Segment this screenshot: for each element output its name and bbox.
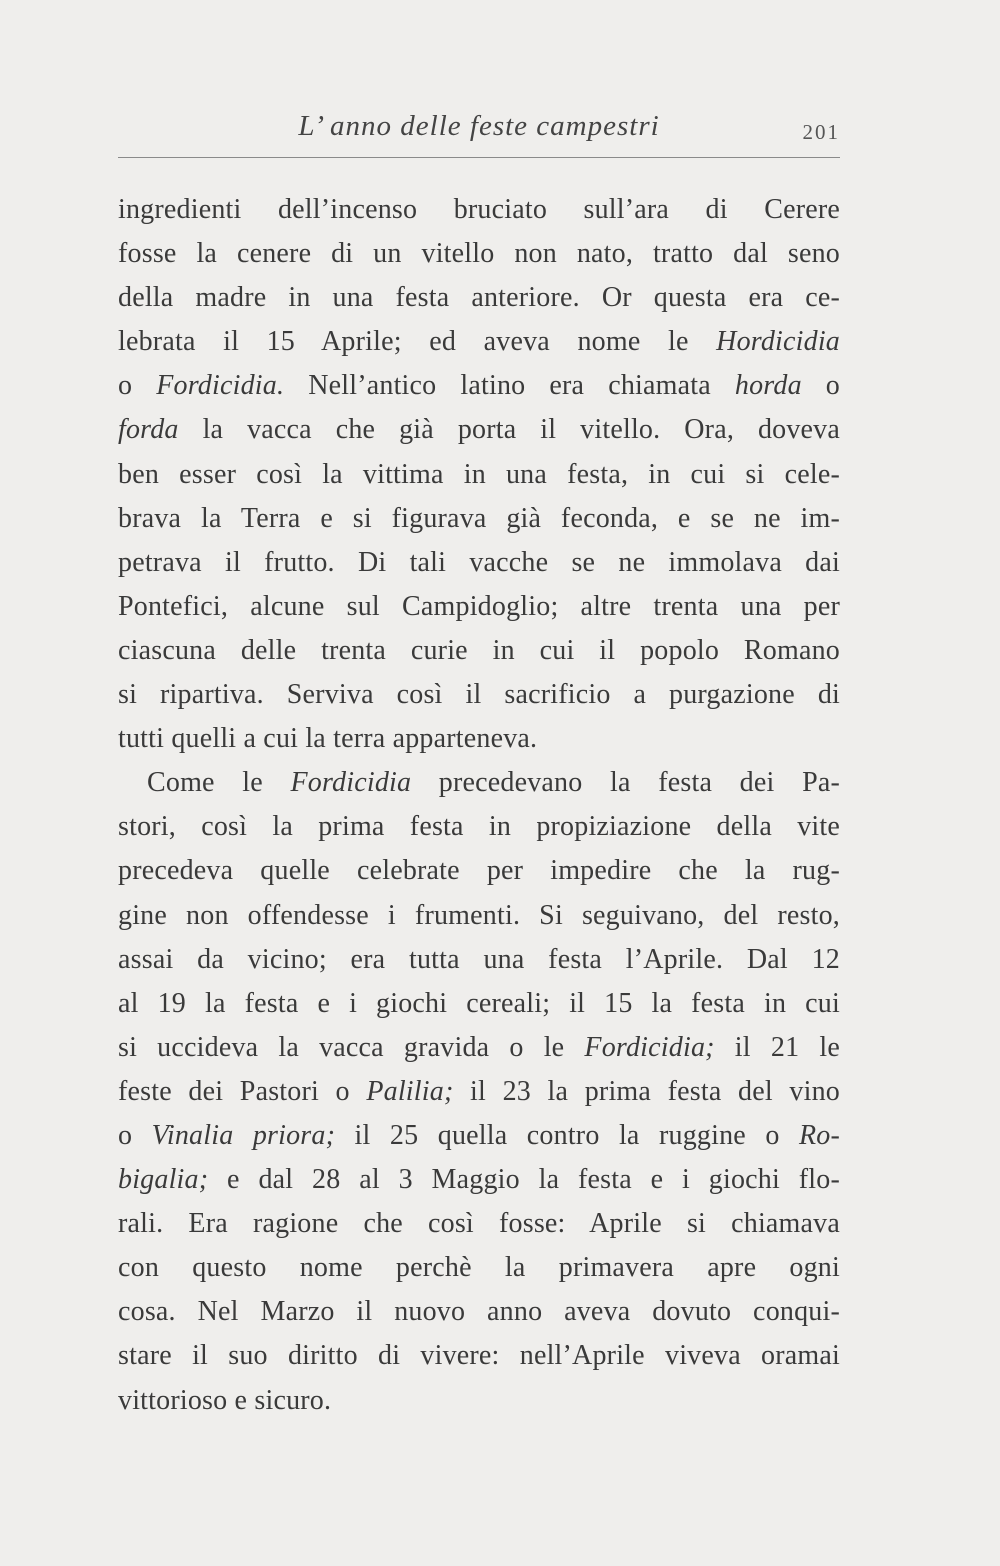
text-segment: cosa. Nel Marzo il nuovo anno aveva dovuto conqui- <box>118 1296 840 1328</box>
text-segment: brava la Terra e si figurava già feconda, e se ne im- <box>118 502 840 534</box>
text-line <box>118 1070 840 1114</box>
text-segment: o <box>801 370 841 402</box>
text-line <box>118 717 840 761</box>
text-line <box>118 541 840 585</box>
italic-segment: bigalia; <box>118 1164 209 1196</box>
text-segment: petrava il frutto. Di tali vacche se ne immolava dai <box>118 546 840 578</box>
text-segment: Pontefici, alcune sul Campidoglio; altre trenta una per <box>118 590 840 622</box>
text-segment: assai da vicino; era tutta una festa l’Aprile. Dal 12 <box>118 943 840 975</box>
text-segment: o <box>118 370 157 402</box>
text-segment: Nell’antico latino era chiamata <box>284 370 735 402</box>
text-segment: precedeva quelle celebrate per impedire che la rug- <box>118 855 840 887</box>
text-line <box>118 188 840 232</box>
running-head <box>118 100 840 150</box>
italic-segment: Vinalia priora; <box>151 1119 336 1151</box>
italic-segment: Fordicidia; <box>584 1031 715 1063</box>
text-line <box>118 982 840 1026</box>
text-line <box>118 1379 840 1423</box>
text-segment: ciascuna delle trenta curie in cui il popolo Romano <box>118 634 840 666</box>
text-segment: con questo nome perchè la primavera apre ogni <box>118 1252 840 1284</box>
text-segment: si ripartiva. Serviva così il sacrificio a purgazione di <box>118 679 840 711</box>
text-segment: si uccideva la vacca gravida o le <box>118 1031 585 1063</box>
text-line <box>118 1290 840 1334</box>
italic-segment: Palilia; <box>366 1075 454 1107</box>
text-line <box>118 805 840 849</box>
text-segment: stare il suo diritto di vivere: nell’Aprile viveva oramai <box>118 1340 840 1372</box>
italic-segment: horda <box>734 370 802 402</box>
text-segment: la vacca che già porta il vitello. Ora, doveva <box>178 414 840 446</box>
text-line <box>118 894 840 938</box>
text-line <box>118 276 840 320</box>
text-segment: precedevano la festa dei Pa- <box>411 767 840 799</box>
running-title: L’ anno delle feste campestri <box>298 110 660 142</box>
italic-segment: Fordicidia. <box>156 370 285 402</box>
text-line <box>118 629 840 673</box>
text-segment: o <box>118 1119 152 1151</box>
italic-segment: Ro- <box>798 1119 840 1151</box>
italic-segment: Fordicidia <box>290 767 412 799</box>
text-line <box>118 1334 840 1378</box>
text-line <box>118 1158 840 1202</box>
text-segment: il 21 le <box>714 1031 840 1063</box>
text-line <box>118 232 840 276</box>
text-segment: ingredienti dell’incenso bruciato sull’ara di Cerere <box>118 194 840 225</box>
text-segment: il 23 la prima festa del vino <box>453 1075 840 1107</box>
text-segment: il 25 quella contro la ruggine o <box>335 1119 799 1151</box>
text-segment: lebrata il 15 Aprile; ed aveva nome le <box>118 326 717 358</box>
text-segment: della madre in una festa anteriore. Or questa era ce- <box>118 282 840 314</box>
italic-segment: Hordicidia <box>716 326 840 358</box>
text-line <box>118 761 840 805</box>
text-segment: fosse la cenere di un vitello non nato, tratto dal seno <box>118 238 840 270</box>
text-segment: stori, così la prima festa in propiziazione della vite <box>118 811 840 843</box>
text-line <box>118 1246 840 1290</box>
text-segment: tutti quelli a cui la terra apparteneva. <box>118 723 538 755</box>
body-text <box>118 188 840 1423</box>
text-segment: ben esser così la vittima in una festa, in cui si cele- <box>118 458 840 490</box>
text-line <box>118 673 840 717</box>
text-line <box>118 1202 840 1246</box>
text-line <box>118 1114 840 1158</box>
header-rule <box>118 157 840 158</box>
italic-segment: forda <box>118 414 179 446</box>
text-line <box>118 1026 840 1070</box>
text-line <box>118 585 840 629</box>
text-segment: feste dei Pastori o <box>118 1075 367 1107</box>
text-segment: al 19 la festa e i giochi cereali; il 15 la festa in cui <box>118 987 840 1019</box>
text-line <box>118 408 840 452</box>
text-segment: vittorioso e sicuro. <box>118 1384 332 1416</box>
text-segment: Come le <box>147 767 291 799</box>
text-segment: e dal 28 al 3 Maggio la festa e i giochi flo- <box>208 1164 840 1196</box>
text-line <box>118 320 840 364</box>
text-segment: gine non offendesse i frumenti. Si seguivano, del resto, <box>118 899 840 931</box>
text-segment: rali. Era ragione che così fosse: Aprile si chiamava <box>118 1208 840 1240</box>
text-line <box>118 497 840 541</box>
page-number: 201 <box>802 120 840 144</box>
text-line <box>118 453 840 497</box>
text-line <box>118 938 840 982</box>
text-line <box>118 849 840 893</box>
text-line <box>118 364 840 408</box>
